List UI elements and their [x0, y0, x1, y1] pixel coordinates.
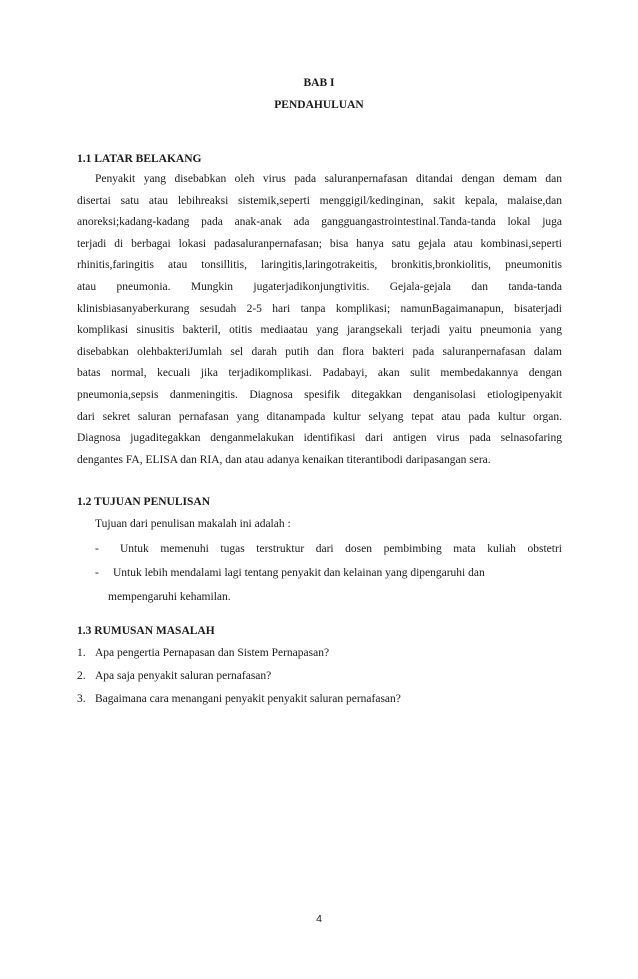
paragraph-line: disebabkan olehbakteriJumlah sel darah putih dan flora bakteri pada saluranpernafasan dalam [77, 345, 562, 358]
tujuan-bullet-marker: - [95, 543, 99, 555]
paragraph-line: disertai satu atau lebihreaksi sistemik,seperti menggigil/kedinginan, sakit kepala, malaise,dan [77, 194, 562, 207]
paragraph-line: rhinitis,faringitis atau tonsillitis, laringitis,laringotrakeitis, bronkitis,bronkiolitis, pneumonitis [77, 259, 562, 272]
rumusan-item-text: Bagaimana cara menangani penyakit penyakit saluran pernafasan? [95, 693, 401, 705]
rumusan-item [77, 647, 329, 659]
paragraph-line: Diagnosa jugaditegakkan denganmelakukan identifikasi dari antigen virus pada selnasofaring [77, 432, 562, 445]
paragraph-line: anoreksi;kadang-kadang pada anak-anak ada gangguangastrointestinal.Tanda-tanda lokal juga [77, 216, 562, 229]
paragraph-line: dari sekret saluran pernafasan yang ditanampada kultur selyang tepat atau pada kultur organ. [77, 410, 562, 423]
latar-belakang-paragraph [77, 169, 562, 471]
page-number: 4 [316, 913, 322, 925]
rumusan-item-number: 2. [77, 670, 86, 682]
chapter-title: PENDAHULUAN [274, 99, 364, 111]
rumusan-item-text: Apa pengertia Pernapasan dan Sistem Pernapasan? [95, 647, 330, 659]
rumusan-item-number: 1. [77, 647, 86, 659]
paragraph-line: klinisbiasanyaberkurang sesudah 2-5 hari tanpa komplikasi; namunBagaimanapun, bisaterjadi [77, 302, 562, 315]
paragraph-line: dengantes FA, ELISA dan RIA, dan atau adanya kenaikan titerantibodi daripasangan sera. [77, 453, 491, 466]
rumusan-item [77, 670, 271, 682]
paragraph-line: atau pneumonia. Mungkin jugaterjadikonjungtivitis. Gejala-gejala dan tanda-tanda [77, 280, 562, 293]
tujuan-bullet-marker: - [95, 567, 99, 579]
tujuan-intro: Tujuan dari penulisan makalah ini adalah : [95, 518, 291, 530]
paragraph-line: pneumonia,sepsis danmeningitis. Diagnosa spesifik ditegakkan denganisolasi etiologipenyakit [77, 388, 562, 401]
tujuan-item: Untuk lebih mendalami lagi tentang penyakit dan kelainan yang dipengaruhi dan [113, 567, 485, 579]
paragraph-line: terjadi di berbagai lokasi padasaluranpernafasan; bisa hanya satu gejala atau kombinasi,seperti [77, 237, 562, 250]
paragraph-line: batas normal, kecuali jika terjadikomplikasi. Padabayi, akan sulit membedakannya dengan [77, 367, 562, 380]
rumusan-item-number: 3. [77, 693, 86, 705]
section-heading-tujuan-penulisan: 1.2 TUJUAN PENULISAN [77, 496, 211, 508]
rumusan-item-text: Apa saja penyakit saluran pernafasan? [95, 670, 272, 682]
rumusan-item [77, 693, 401, 705]
section-heading-rumusan-masalah: 1.3 RUMUSAN MASALAH [77, 625, 215, 637]
section-heading-latar-belakang: 1.1 LATAR BELAKANG [77, 153, 202, 165]
tujuan-item-continuation: mempengaruhi kehamilan. [108, 591, 231, 603]
tujuan-item: Untuk memenuhi tugas terstruktur dari dosen pembimbing mata kuliah obstetri [120, 543, 562, 555]
paragraph-line: Penyakit yang disebabkan oleh virus pada saluranpernafasan ditandai dengan demam dan [95, 173, 562, 185]
paragraph-line: komplikasi sinusitis bakteril, otitis mediaatau yang jarangsekali terjadi yaitu pneumonia yang [77, 324, 562, 337]
chapter-label: BAB I [303, 77, 335, 89]
